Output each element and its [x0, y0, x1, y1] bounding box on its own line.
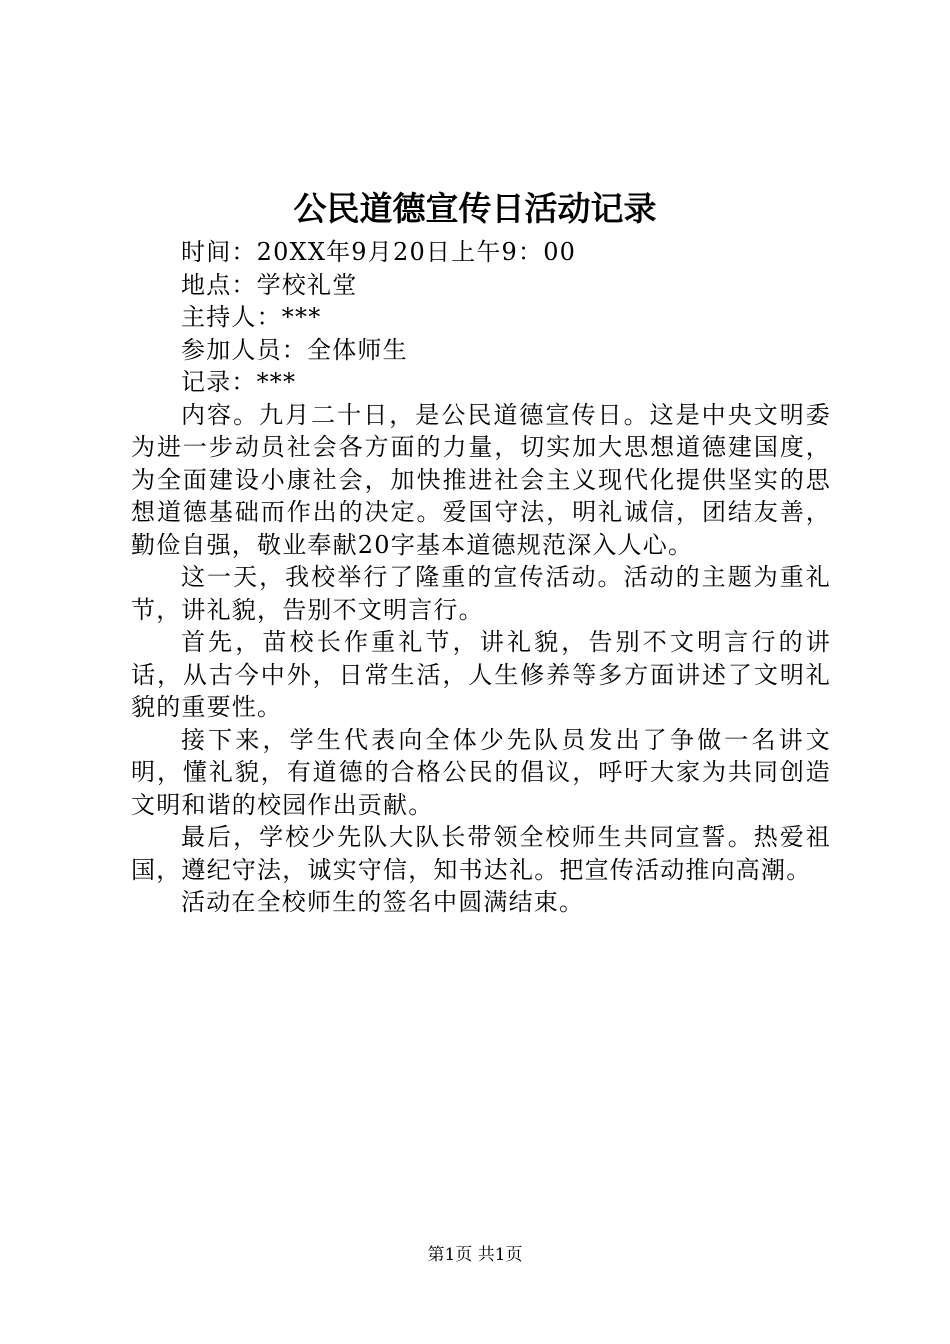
meta-location: 地点：学校礼堂 [181, 270, 358, 299]
meta-participants: 参加人员：全体师生 [181, 335, 408, 364]
paragraph-closing: 活动在全校师生的签名中圆满结束。 [181, 888, 585, 916]
document-title: 公民道德宣传日活动记录 [293, 189, 657, 228]
paragraph-first: 首先，苗校长作重礼节，讲礼貌，告别不文明言行的讲话，从古今中外，日常生活，人生修养等多方面讲述了文明礼貌的重要性。 [131, 628, 831, 721]
paragraph-activity: 这一天，我校举行了隆重的宣传活动。活动的主题为重礼节，讲礼貌，告别不文明言行。 [131, 563, 831, 624]
meta-recorder: 记录：*** [181, 368, 297, 396]
meta-time: 时间：20XX年9月20日上午9：00 [181, 238, 577, 266]
meta-host: 主持人：*** [181, 303, 322, 331]
document-body [131, 236, 831, 919]
paragraph-finally: 最后，学校少先队大队长带领全校师生共同宣誓。热爱祖国，遵纪守法，诚实守信，知书达礼。把宣传活动推向高潮。 [131, 823, 831, 884]
paragraph-content: 内容。九月二十日，是公民道德宣传日。这是中央文明委为进一步动员社会各方面的力量，切实加大思想道德建国度，为全面建设小康社会，加快推进社会主义现代化提供坚实的思想道德基础而作出的决定。爱国守法，明礼诚信，团结友善，勤俭自强，敬业奉献20字基本道德规范深入人心。 [131, 400, 831, 559]
page-footer: 第1页 共1页 [427, 1245, 523, 1265]
paragraph-next: 接下来，学生代表向全体少先队员发出了争做一名讲文明，懂礼貌，有道德的合格公民的倡议，呼吁大家为共同创造文明和谐的校园作出贡献。 [131, 725, 831, 819]
